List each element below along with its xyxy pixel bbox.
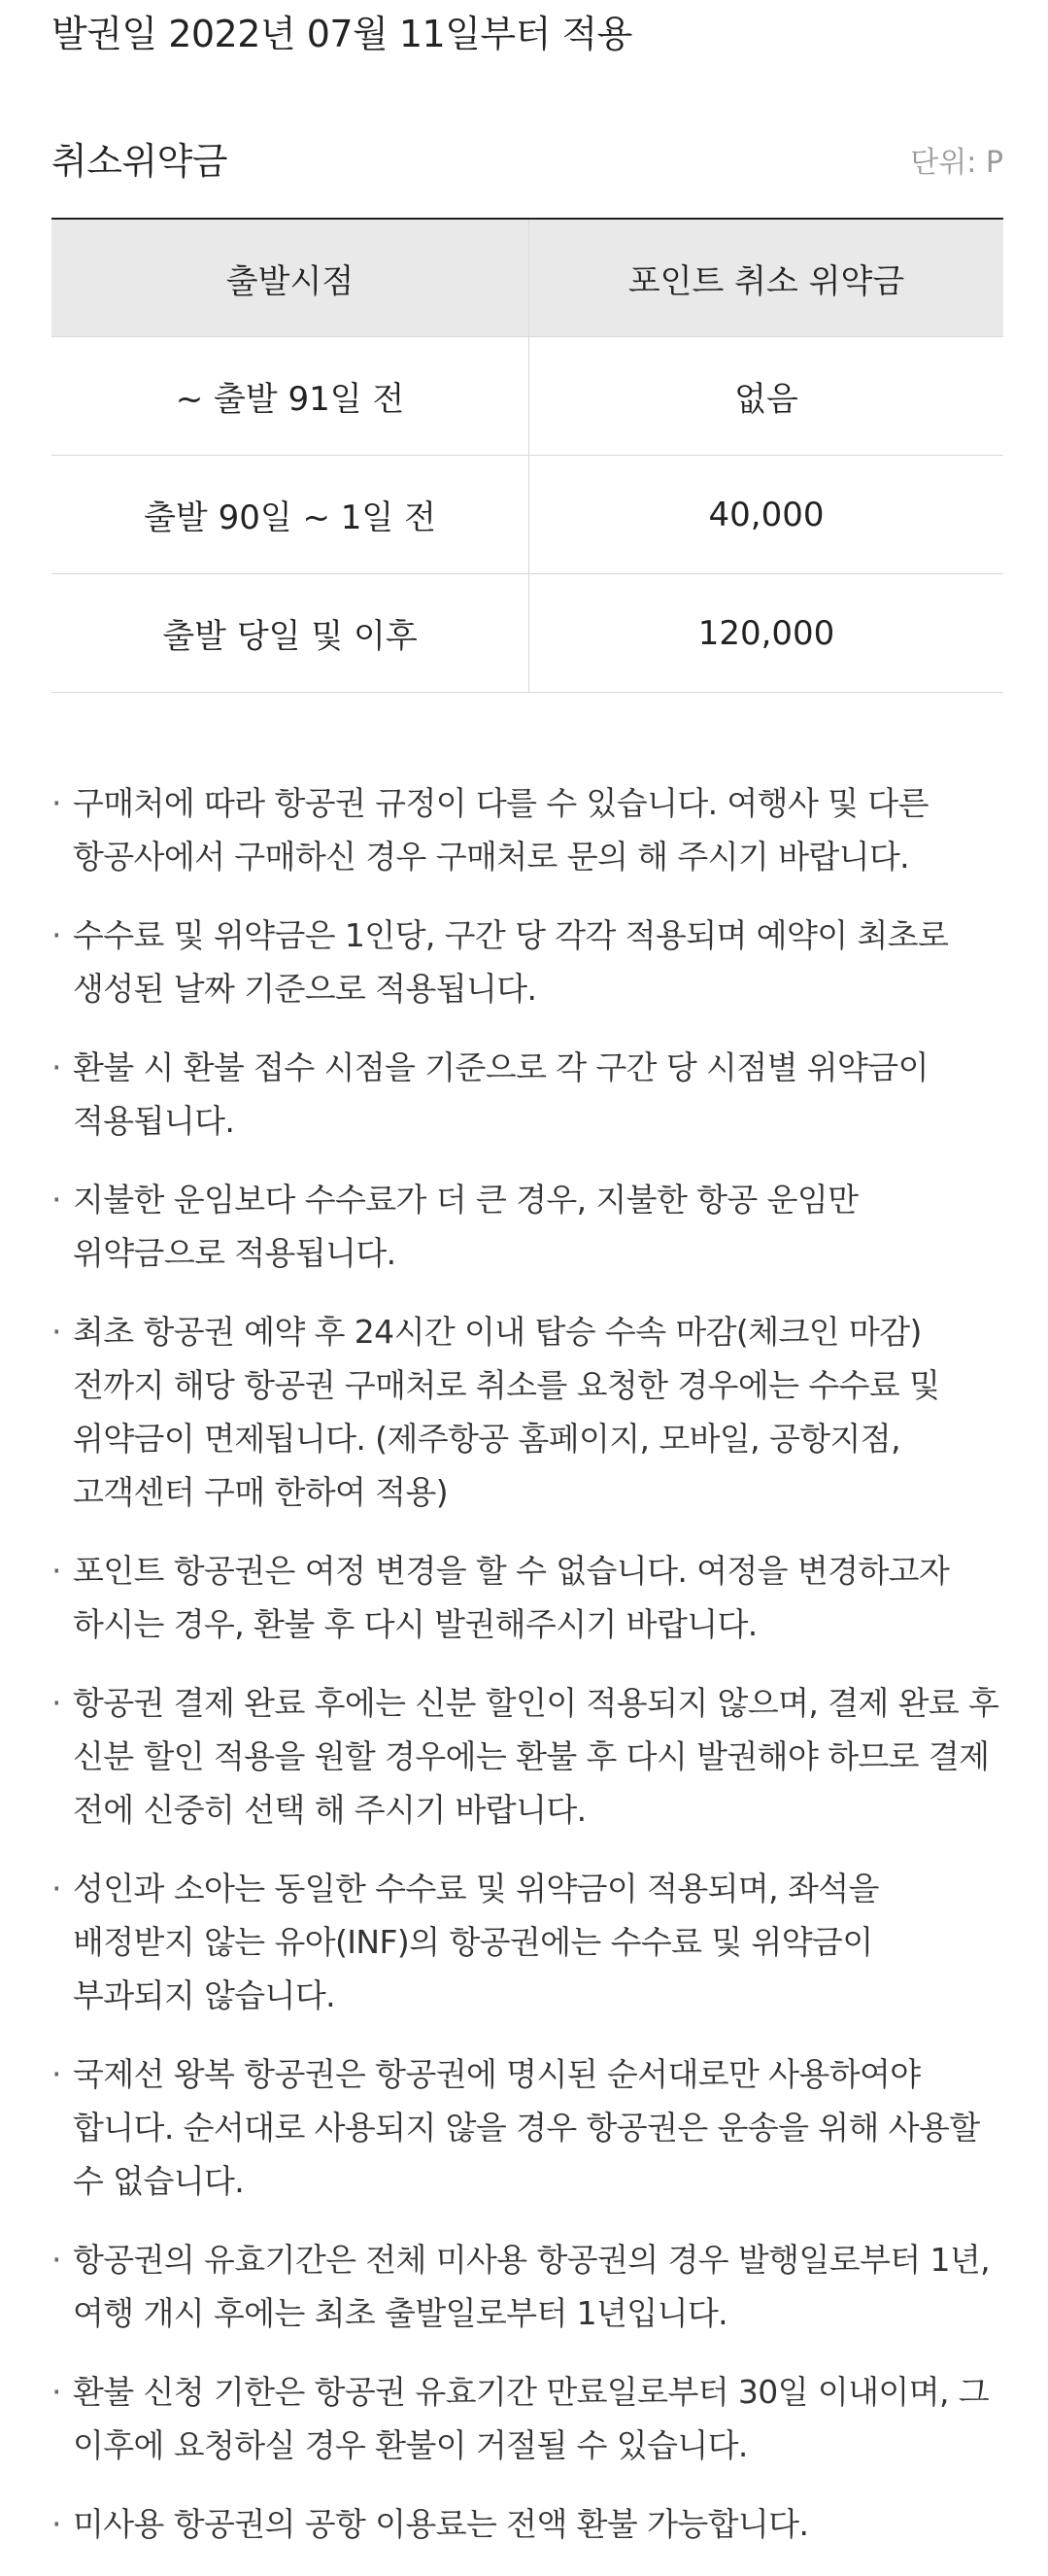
section-title: 취소위약금 [51,140,228,183]
note-text: 구매처에 따라 항공권 규정이 다를 수 있습니다. 여행사 및 다른 항공사에서 구매하신 경우 구매처로 문의 해 주시기 바랍니다. [73,784,929,876]
list-item [51,1862,1003,2022]
table-row [51,337,1003,456]
cancellation-fee-table [51,218,1003,693]
bullet-dot-icon: · [51,1181,61,1219]
header-point-fee: 포인트 취소 위약금 [529,219,1004,337]
list-item [51,1676,1003,1837]
cancellation-fee-header [51,130,1003,192]
refund-policy-page [51,0,1003,2576]
bullet-dot-icon: · [51,1684,61,1722]
policy-notes-list [51,776,1003,2551]
issued-date-notice: 발권일 2022년 07월 11일부터 적용 [51,13,632,55]
row-point-fee: 없음 [529,337,1004,456]
row-departure-time: 출발 90일 ~ 1일 전 [51,456,529,574]
list-item [51,1544,1003,1651]
note-text: 성인과 소아는 동일한 수수료 및 위약금이 적용되며, 좌석을 배정받지 않는 유아(INF)의 항공권에는 수수료 및 위약금이 부과되지 않습니다. [73,1870,879,2014]
note-text: 포인트 항공권은 여정 변경을 할 수 없습니다. 여정을 변경하고자 하시는 경우, 환불 후 다시 발권해주시기 바랍니다. [73,1552,950,1643]
header-departure-time: 출발시점 [51,219,529,337]
bullet-dot-icon: · [51,2373,61,2411]
row-point-fee: 40,000 [529,456,1004,574]
note-text: 국제선 왕복 항공권은 항공권에 명시된 순서대로만 사용하여야 합니다. 순서대로 사용되지 않을 경우 항공권은 운송을 위해 사용할 수 없습니다. [73,2055,980,2200]
unit-label: 단위: P [910,146,1003,180]
bullet-dot-icon: · [51,1048,61,1086]
list-item [51,1173,1003,1280]
bullet-dot-icon: · [51,1313,61,1351]
note-text: 지불한 운임보다 수수료가 더 큰 경우, 지불한 항공 운임만 위약금으로 적용됩니다. [73,1181,859,1272]
bullet-dot-icon: · [51,2241,61,2279]
row-departure-time: ~ 출발 91일 전 [51,337,529,456]
note-text: 환불 시 환불 접수 시점을 기준으로 각 구간 당 시점별 위약금이 적용됩니다. [73,1048,929,1140]
table-row [51,574,1003,693]
list-item [51,909,1003,1015]
list-item [51,1041,1003,1148]
note-text: 미사용 항공권의 공항 이용료는 전액 환불 가능합니다. [73,2505,809,2543]
list-item [51,2365,1003,2472]
list-item [51,2497,1003,2551]
bullet-dot-icon: · [51,916,61,954]
note-text: 환불 신청 기한은 항공권 유효기간 만료일로부터 30일 이내이며, 그 이후에 요청하실 경우 환불이 거절될 수 있습니다. [73,2373,990,2464]
list-item [51,776,1003,883]
row-point-fee: 120,000 [529,574,1004,693]
bullet-dot-icon: · [51,784,61,822]
note-text: 최초 항공권 예약 후 24시간 이내 탑승 수속 마감(체크인 마감) 전까지 해당 항공권 구매처로 취소를 요청한 경우에는 수수료 및 위약금이 면제됩니다. (제주항공 홈페이지, 모바일, 공항지점, 고객센터 구매 한하여 적용) [73,1313,940,1511]
list-item [51,1305,1003,1519]
bullet-dot-icon: · [51,2505,61,2543]
bullet-dot-icon: · [51,2055,61,2093]
row-departure-time: 출발 당일 및 이후 [51,574,529,693]
note-text: 항공권 결제 완료 후에는 신분 할인이 적용되지 않으며, 결제 완료 후 신분 할인 적용을 원할 경우에는 환불 후 다시 발권해야 하므로 결제 전에 신중히 선택 해 주시기 바랍니다. [73,1684,999,1829]
note-text: 항공권의 유효기간은 전체 미사용 항공권의 경우 발행일로부터 1년, 여행 개시 후에는 최초 출발일로부터 1년입니다. [73,2241,991,2332]
bullet-dot-icon: · [51,1870,61,1907]
table-row [51,456,1003,574]
list-item [51,2047,1003,2208]
note-text: 수수료 및 위약금은 1인당, 구간 당 각각 적용되며 예약이 최초로 생성된 날짜 기준으로 적용됩니다. [73,916,949,1008]
bullet-dot-icon: · [51,1552,61,1590]
list-item [51,2233,1003,2340]
table-header-row [51,219,1003,337]
